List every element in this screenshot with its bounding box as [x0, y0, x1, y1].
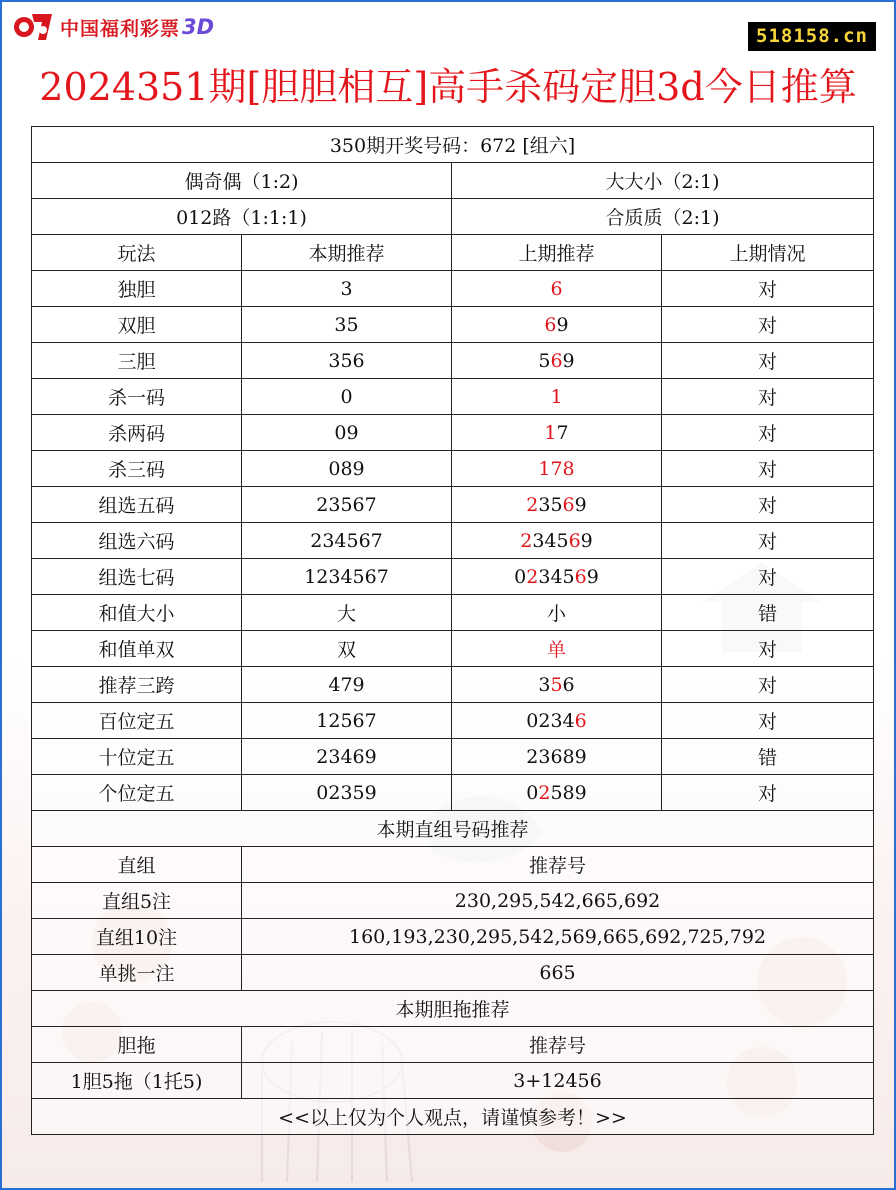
- previous-recommend: [452, 559, 662, 595]
- current-recommend: 35: [242, 307, 452, 343]
- logo-3d: 3D: [182, 15, 215, 39]
- previous-result: 对: [662, 415, 874, 451]
- previous-result: 对: [662, 379, 874, 415]
- play-row: [32, 487, 874, 523]
- previous-digit: 345: [532, 529, 569, 552]
- logo-text: 中国福利彩票: [60, 17, 181, 40]
- previous-digit: 2: [526, 493, 539, 516]
- section-header-row: [32, 847, 874, 883]
- play-name: 个位定五: [32, 775, 242, 811]
- column-header: 玩法: [32, 235, 242, 271]
- section-header-row: [32, 1027, 874, 1063]
- previous-result: 对: [662, 343, 874, 379]
- current-recommend: 356: [242, 343, 452, 379]
- previous-result: 对: [662, 559, 874, 595]
- current-recommend: 1234567: [242, 559, 452, 595]
- lottery-logo: [12, 10, 214, 44]
- current-recommend: 02359: [242, 775, 452, 811]
- previous-digit: 9: [586, 565, 599, 588]
- previous-digit: 6: [550, 277, 563, 300]
- recommend-row: [32, 955, 874, 991]
- previous-recommend: [452, 271, 662, 307]
- previous-result: 对: [662, 307, 874, 343]
- play-row: [32, 775, 874, 811]
- prime-cell: 合质质（2:1): [452, 199, 874, 235]
- previous-digit: 7: [556, 421, 569, 444]
- footer-note: <<以上仅为个人观点，请谨慎参考！>>: [32, 1099, 874, 1135]
- previous-digit: 0: [514, 565, 527, 588]
- section-col-label: 胆拖: [32, 1027, 242, 1063]
- previous-digit: 6: [544, 313, 557, 336]
- play-name: 三胆: [32, 343, 242, 379]
- recommend-label: 1胆5拖（1托5): [32, 1063, 242, 1099]
- previous-digit: 178: [538, 457, 575, 480]
- road-cell: 012路（1:1:1): [32, 199, 452, 235]
- previous-recommend: [452, 739, 662, 775]
- previous-digit: 9: [556, 313, 569, 336]
- previous-digit: 9: [574, 493, 587, 516]
- previous-digit: 589: [550, 781, 587, 804]
- play-name: 杀两码: [32, 415, 242, 451]
- previous-recommend: [452, 451, 662, 487]
- previous-recommend: [452, 595, 662, 631]
- parity-size-row: [32, 163, 874, 199]
- previous-recommend: [452, 523, 662, 559]
- play-row: [32, 595, 874, 631]
- play-name: 十位定五: [32, 739, 242, 775]
- prediction-table: [31, 126, 874, 1135]
- recommend-value: 230,295,542,665,692: [242, 883, 874, 919]
- current-recommend: 大: [242, 595, 452, 631]
- previous-recommend: [452, 379, 662, 415]
- recommend-row: [32, 919, 874, 955]
- current-recommend: 479: [242, 667, 452, 703]
- previous-result: 对: [662, 451, 874, 487]
- parity-cell: 偶奇偶（1:2): [32, 163, 452, 199]
- play-row: [32, 415, 874, 451]
- section-col-value: 推荐号: [242, 1027, 874, 1063]
- current-recommend: 双: [242, 631, 452, 667]
- previous-digit: 小: [546, 603, 566, 625]
- recommend-label: 直组5注: [32, 883, 242, 919]
- previous-digit: 1: [550, 385, 563, 408]
- previous-digit: 23689: [526, 745, 587, 768]
- play-row: [32, 631, 874, 667]
- previous-digit: 2: [520, 529, 533, 552]
- previous-recommend: [452, 343, 662, 379]
- previous-digit: 6: [574, 565, 587, 588]
- previous-result: 对: [662, 631, 874, 667]
- previous-digit: 9: [562, 349, 575, 372]
- previous-recommend: [452, 487, 662, 523]
- play-row: [32, 379, 874, 415]
- play-name: 和值大小: [32, 595, 242, 631]
- play-name: 组选七码: [32, 559, 242, 595]
- play-name: 组选六码: [32, 523, 242, 559]
- column-header-row: [32, 235, 874, 271]
- previous-recommend: [452, 667, 662, 703]
- previous-result: 错: [662, 739, 874, 775]
- play-name: 组选五码: [32, 487, 242, 523]
- welfare-lottery-logo-icon: [12, 10, 54, 44]
- previous-recommend: [452, 703, 662, 739]
- previous-result: 对: [662, 523, 874, 559]
- play-row: [32, 523, 874, 559]
- previous-digit: 0: [526, 781, 539, 804]
- current-recommend: 0: [242, 379, 452, 415]
- play-name: 推荐三跨: [32, 667, 242, 703]
- previous-digit: 单: [546, 639, 566, 661]
- column-header: 上期情况: [662, 235, 874, 271]
- section-col-value: 推荐号: [242, 847, 874, 883]
- current-recommend: 23469: [242, 739, 452, 775]
- recommend-value: 665: [242, 955, 874, 991]
- previous-digit: 6: [568, 529, 581, 552]
- play-row: [32, 559, 874, 595]
- current-recommend: 12567: [242, 703, 452, 739]
- previous-digit: 3: [538, 673, 551, 696]
- recommend-label: 直组10注: [32, 919, 242, 955]
- footer-row: [32, 1099, 874, 1135]
- previous-recommend: [452, 415, 662, 451]
- recommend-row: [32, 883, 874, 919]
- previous-digit: 345: [538, 565, 575, 588]
- previous-digit: 6: [574, 709, 587, 732]
- recommend-label: 单挑一注: [32, 955, 242, 991]
- previous-digit: 6: [550, 349, 563, 372]
- previous-digit: 6: [562, 493, 575, 516]
- previous-result: 对: [662, 667, 874, 703]
- page-title: 2024351期[胆胆相互]高手杀码定胆3d今日推算: [39, 65, 857, 109]
- play-name: 独胆: [32, 271, 242, 307]
- previous-digit: 6: [562, 673, 575, 696]
- previous-digit: 2: [526, 565, 539, 588]
- previous-digit: 5: [550, 673, 563, 696]
- play-row: [32, 271, 874, 307]
- section-title: 本期胆拖推荐: [32, 991, 874, 1027]
- recommend-value: 3+12456: [242, 1063, 874, 1099]
- previous-digit: 2: [538, 781, 551, 804]
- site-badge[interactable]: 518158.cn: [748, 22, 876, 51]
- play-row: [32, 703, 874, 739]
- section-col-label: 直组: [32, 847, 242, 883]
- current-recommend: 3: [242, 271, 452, 307]
- previous-digit: 1: [544, 421, 557, 444]
- previous-result: 对: [662, 703, 874, 739]
- draw-info: 350期开奖号码：672 [组六]: [32, 127, 874, 163]
- previous-digit: 9: [580, 529, 593, 552]
- previous-digit: 0234: [526, 709, 575, 732]
- recommend-row: [32, 1063, 874, 1099]
- play-name: 杀一码: [32, 379, 242, 415]
- previous-result: 对: [662, 775, 874, 811]
- current-recommend: 234567: [242, 523, 452, 559]
- play-name: 和值单双: [32, 631, 242, 667]
- previous-digit: 5: [538, 349, 551, 372]
- current-recommend: 089: [242, 451, 452, 487]
- previous-recommend: [452, 631, 662, 667]
- draw-row: [32, 127, 874, 163]
- previous-result: 对: [662, 271, 874, 307]
- previous-result: 对: [662, 487, 874, 523]
- road-prime-row: [32, 199, 874, 235]
- previous-result: 错: [662, 595, 874, 631]
- play-row: [32, 307, 874, 343]
- play-name: 双胆: [32, 307, 242, 343]
- play-row: [32, 343, 874, 379]
- play-name: 杀三码: [32, 451, 242, 487]
- column-header: 本期推荐: [242, 235, 452, 271]
- recommend-value: 160,193,230,295,542,569,665,692,725,792: [242, 919, 874, 955]
- current-recommend: 23567: [242, 487, 452, 523]
- play-name: 百位定五: [32, 703, 242, 739]
- section-title: 本期直组号码推荐: [32, 811, 874, 847]
- section-title-row: [32, 991, 874, 1027]
- size-cell: 大大小（2:1): [452, 163, 874, 199]
- previous-recommend: [452, 775, 662, 811]
- column-header: 上期推荐: [452, 235, 662, 271]
- current-recommend: 09: [242, 415, 452, 451]
- play-row: [32, 451, 874, 487]
- previous-digit: 35: [538, 493, 563, 516]
- section-title-row: [32, 811, 874, 847]
- previous-recommend: [452, 307, 662, 343]
- play-row: [32, 667, 874, 703]
- play-row: [32, 739, 874, 775]
